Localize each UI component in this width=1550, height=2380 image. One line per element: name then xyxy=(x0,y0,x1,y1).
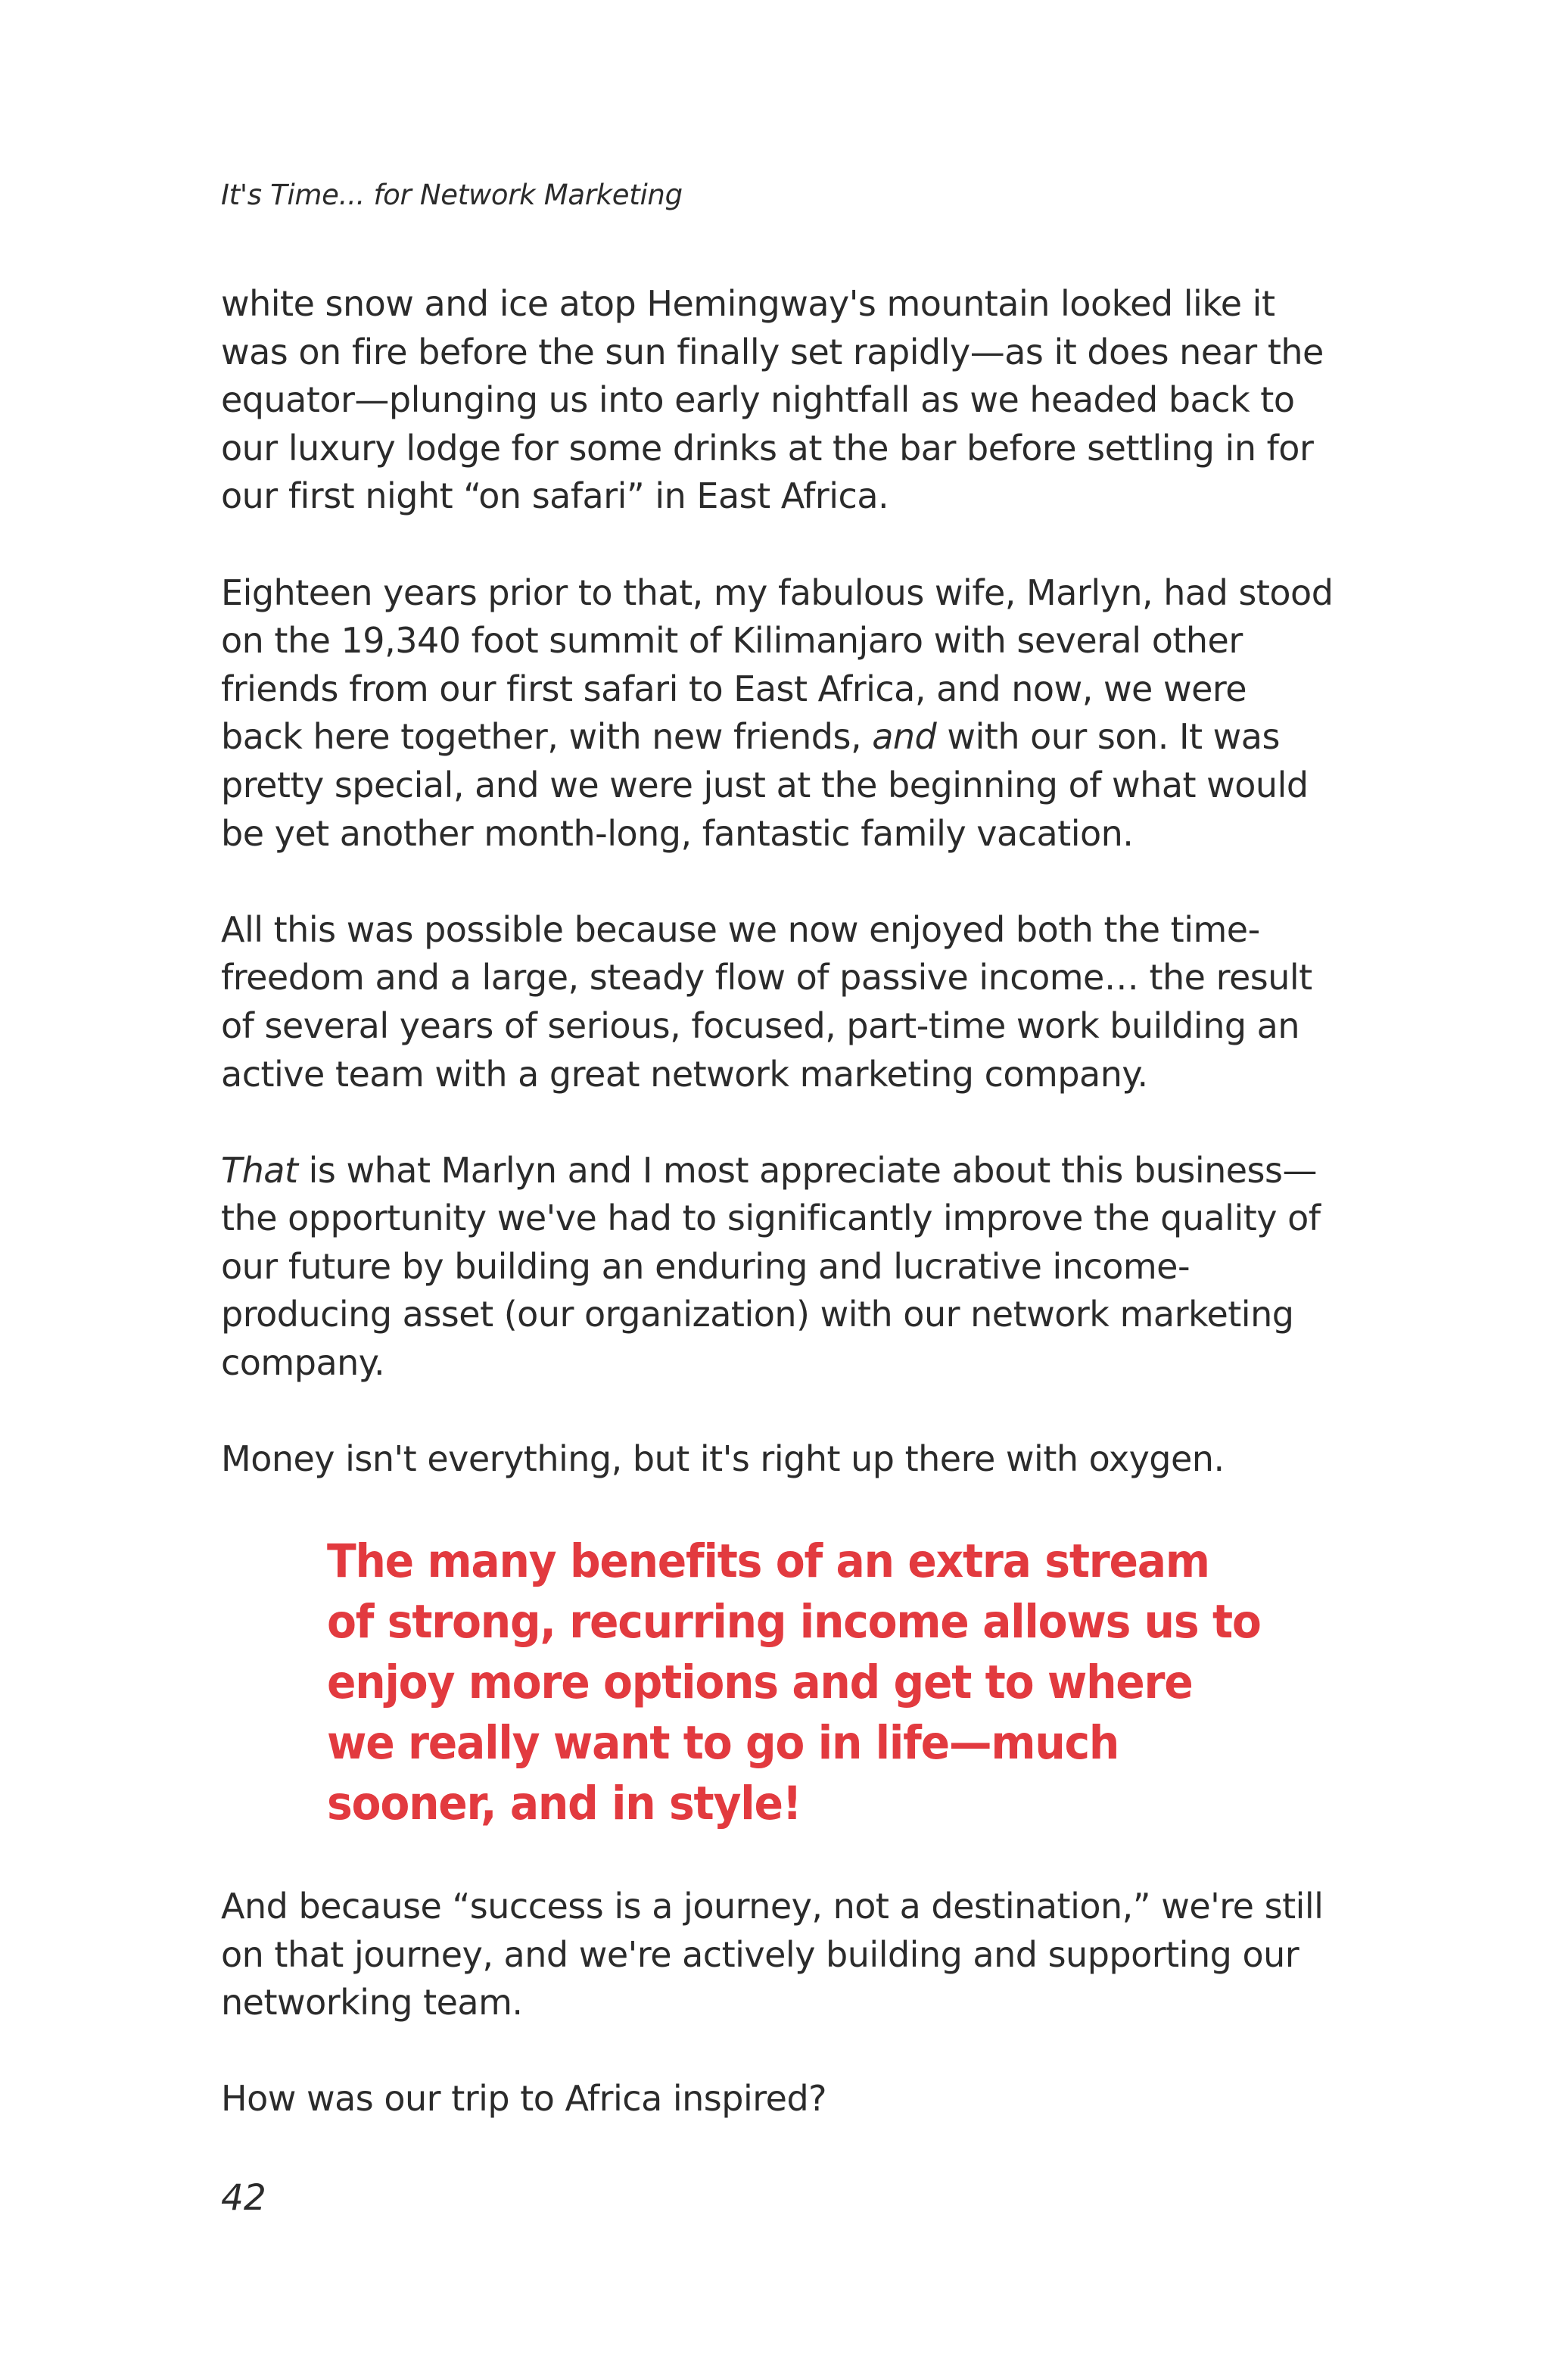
page-number: 42 xyxy=(221,2177,266,2219)
paragraph-6: And because “success is a journey, not a destination,” we're still on that journey, and we're actively building and supporting our networking team. xyxy=(221,1886,1324,2023)
paragraph-2-part-1: Eighteen years prior to that, my fabulous wife, Marlyn, had stood on the 19,340 foot summit of Kilimanjaro with several other friends from our first safari to East Africa, and now, we were back here together, with new friends, xyxy=(221,572,1334,758)
paragraph-2-part-2: with our son. It was pretty special, and we were just at the beginning of what would be yet another month-long, fantastic family vacation. xyxy=(221,716,1309,854)
body-text xyxy=(221,280,1334,2123)
pull-quote: The many benefits of an extra stream of strong, recurring income allows us to enjoy more options and get to where we really want to go in life—much sooner, and in style! xyxy=(327,1534,1261,1831)
paragraph-1: white snow and ice atop Hemingway's mountain looked like it was on fire before the sun finally set rapidly—as it does near the equator—plunging us into early nightfall as we headed back to our luxury lodge for some drinks at the bar before settling in for our first night “on safari” in East Africa. xyxy=(221,283,1324,517)
paragraph-5: Money isn't everything, but it's right up there with oxygen. xyxy=(221,1438,1225,1480)
paragraph-7: How was our trip to Africa inspired? xyxy=(221,2078,827,2120)
paragraph-4-rest: is what Marlyn and I most appreciate about this business—the opportunity we've had to significantly improve the quality of our future by building an enduring and lucrative income-producing asset (our organization) with our network marketing company. xyxy=(221,1149,1321,1384)
paragraph-4 xyxy=(221,1147,1334,1388)
paragraph-3: All this was possible because we now enjoyed both the time-freedom and a large, steady flow of passive income… the result of several years of serious, focused, part-time work building an active team with a great network marketing company. xyxy=(221,908,1312,1095)
paragraph-2 xyxy=(221,569,1334,858)
paragraph-2-emphasis: and xyxy=(872,716,937,758)
paragraph-4-emphasis: That xyxy=(221,1149,298,1191)
running-header: It's Time... for Network Marketing xyxy=(221,179,683,211)
